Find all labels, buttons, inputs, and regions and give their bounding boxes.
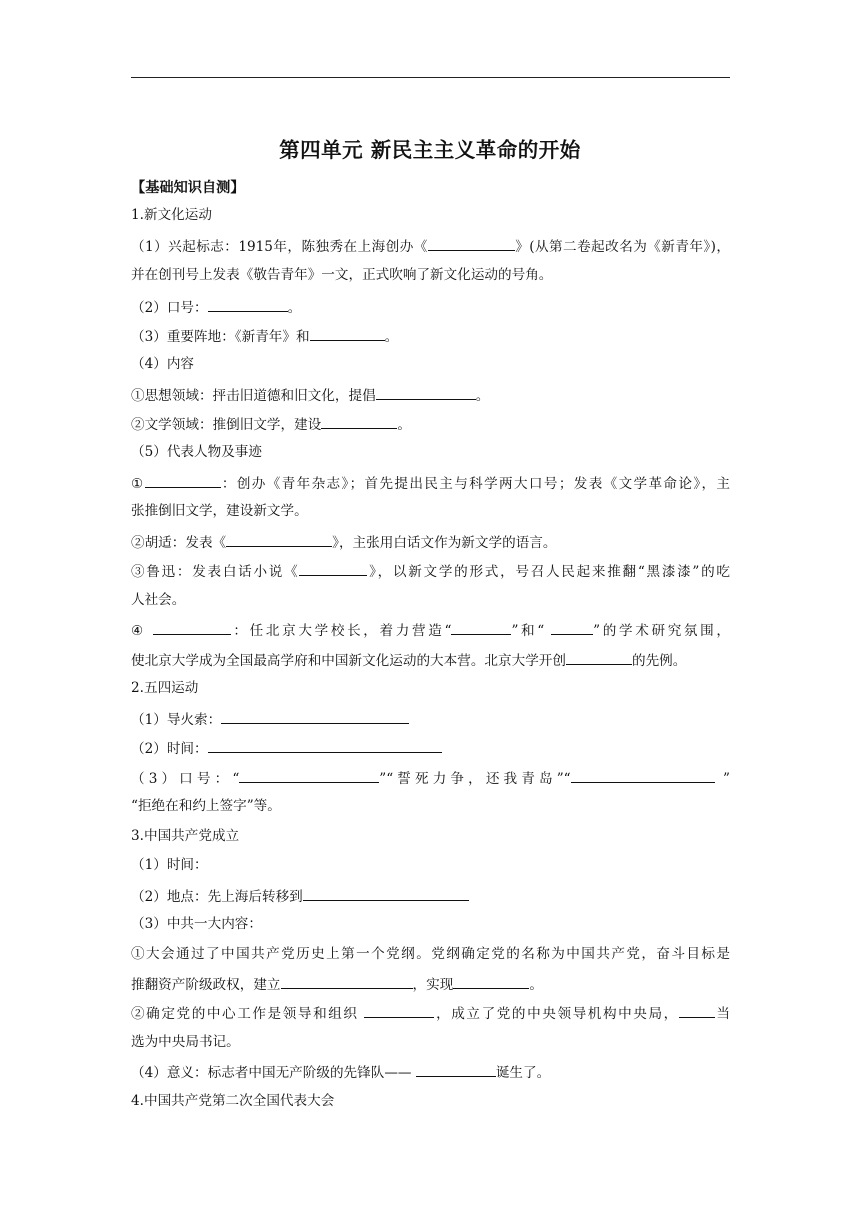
- blank-field[interactable]: [153, 621, 231, 635]
- s3-line-5-text-c: 。: [529, 977, 543, 993]
- s2-line-2: [131, 739, 730, 757]
- s1-line-4-text-b: 。: [384, 329, 399, 345]
- blank-field[interactable]: [416, 1063, 496, 1077]
- blank-field[interactable]: [221, 710, 409, 724]
- s1-line-3-text-a: （2）口号：: [131, 300, 208, 316]
- s1-line-3: [131, 298, 730, 316]
- s3-line-6-text-c: 当: [714, 1006, 731, 1022]
- blank-field[interactable]: [145, 474, 221, 488]
- s1-line-10: 张推倒旧文学，建设新文学。: [131, 503, 308, 519]
- blank-field[interactable]: [453, 975, 529, 989]
- s2-line-3-text-b: ”“誓死力争，还我青岛”“: [379, 771, 571, 787]
- s3-line-3: （3）中共一大内容：: [131, 916, 262, 932]
- section-2-heading: 2.五四运动: [131, 680, 199, 696]
- s1-line-1: [131, 237, 730, 255]
- s1-line-14-text-d: ”的学术研究氛围，: [593, 623, 730, 639]
- blank-field[interactable]: [281, 975, 413, 989]
- s1-line-9: [131, 474, 730, 492]
- s1-line-6-text-a: ①思想领域：抨击旧道德和旧文化，提倡: [131, 388, 376, 404]
- s1-line-14-text-a: ④: [131, 623, 153, 639]
- section-heading: 【基础知识自测】: [131, 180, 245, 196]
- s1-line-6: [131, 386, 730, 404]
- s1-line-1-text-b: 》(从第二卷起改名为《新青年》)，: [514, 239, 730, 255]
- s3-line-8: [131, 1063, 730, 1081]
- s2-line-3: [131, 769, 730, 787]
- s1-line-7: [131, 415, 730, 433]
- blank-field[interactable]: [428, 237, 515, 251]
- s1-line-12-text-a: ③鲁迅：发表白话小说《: [131, 564, 300, 580]
- blank-field[interactable]: [321, 415, 397, 429]
- s1-line-11-text-b: 》，主张用白话文作为新文学的语言。: [332, 535, 557, 551]
- s1-line-4: [131, 327, 730, 345]
- s1-line-15: [131, 651, 730, 669]
- blank-field[interactable]: [310, 327, 385, 341]
- blank-field[interactable]: [364, 1004, 434, 1018]
- s1-line-9-text-b: ：创办《青年杂志》；首先提出民主与科学两大口号；发表《文学革命论》，主: [220, 476, 730, 492]
- s1-line-7-text-a: ②文学领域：推倒旧文学，建设: [131, 417, 322, 433]
- s1-line-14-text-b: ：任北京大学校长，着力营造“: [230, 623, 452, 639]
- s1-line-8: （5）代表人物及事迹: [131, 444, 262, 460]
- s2-line-3-text-c: ”: [714, 771, 730, 787]
- s3-line-5: [131, 975, 730, 993]
- s3-line-8-text-b: 诞生了。: [495, 1065, 551, 1081]
- s2-line-1-text: （1）导火索：: [131, 712, 222, 728]
- s1-line-12: [131, 562, 730, 580]
- s2-line-1: [131, 710, 730, 728]
- blank-field[interactable]: [208, 739, 442, 753]
- s1-line-12-text-b: 》，以新文学的形式，号召人民起来推翻“黑漆漆”的吃: [367, 564, 730, 580]
- s1-line-7-text-b: 。: [397, 417, 411, 433]
- s3-line-6-text-a: ②确定党的中心工作是领导和组织: [131, 1006, 365, 1022]
- blank-field[interactable]: [303, 887, 469, 901]
- section-1-heading: 1.新文化运动: [131, 207, 212, 223]
- page-title: 第四单元 新民主主义革命的开始: [279, 138, 581, 162]
- blank-field[interactable]: [239, 769, 379, 783]
- s3-line-8-text-a: （4）意义：标志者中国无产阶级的先锋队——: [131, 1065, 416, 1081]
- s1-line-6-text-b: 。: [475, 388, 490, 404]
- blank-field[interactable]: [226, 533, 332, 547]
- s3-line-2-text: （2）地点：先上海后转移到: [131, 889, 303, 905]
- blank-field[interactable]: [566, 651, 632, 665]
- s1-line-4-text-a: （3）重要阵地：《新青年》和: [131, 329, 310, 345]
- s1-line-3-text-b: 。: [287, 300, 302, 316]
- s1-line-2: 并在创刊号上发表《敬告青年》一文，正式吹响了新文化运动的号角。: [131, 267, 553, 283]
- s1-line-14: [131, 621, 730, 639]
- s1-line-1-text-a: （1）兴起标志：1915年，陈独秀在上海创办《: [131, 239, 428, 255]
- s1-line-13: 人社会。: [131, 592, 186, 608]
- s1-line-5: （4）内容: [131, 356, 195, 372]
- s2-line-3-text-a: （3）口号：“: [131, 771, 240, 787]
- s3-line-7: 选为中央局书记。: [131, 1034, 240, 1050]
- s3-line-2: [131, 887, 730, 905]
- section-4-heading: 4.中国共产党第二次全国代表大会: [131, 1093, 335, 1109]
- blank-field[interactable]: [299, 562, 367, 576]
- s1-line-11-text-a: ②胡适：发表《: [131, 535, 227, 551]
- s1-line-14-text-c: ”和“: [511, 623, 552, 639]
- s3-line-6-text-b: ，成立了党的中央领导机构中央局，: [434, 1006, 679, 1022]
- s1-line-11: [131, 533, 730, 551]
- s3-line-6: [131, 1004, 730, 1022]
- header-rule: [131, 77, 730, 78]
- s3-line-5-text-a: 推翻资产阶级政权，建立: [131, 977, 281, 993]
- blank-field[interactable]: [451, 621, 511, 635]
- blank-field[interactable]: [551, 621, 593, 635]
- s1-line-15-text-a: 使北京大学成为全国最高学府和中国新文化运动的大本营。北京大学开创: [131, 653, 566, 669]
- section-3-heading: 3.中国共产党成立: [131, 828, 240, 844]
- blank-field[interactable]: [679, 1004, 715, 1018]
- s1-line-15-text-b: 的先例。: [632, 653, 687, 669]
- s2-line-4: “拒绝在和约上签字”等。: [131, 798, 281, 814]
- s2-line-2-text: （2）时间：: [131, 741, 208, 757]
- blank-field[interactable]: [571, 769, 715, 783]
- s3-line-5-text-b: ，实现: [412, 977, 454, 993]
- blank-field[interactable]: [208, 298, 288, 312]
- s3-line-1: （1）时间：: [131, 857, 208, 873]
- s3-line-4: ①大会通过了中国共产党历史上第一个党纲。党纲确定党的名称为中国共产党，奋斗目标是: [131, 946, 730, 962]
- blank-field[interactable]: [376, 386, 476, 400]
- s1-line-9-text-a: ①: [131, 476, 145, 492]
